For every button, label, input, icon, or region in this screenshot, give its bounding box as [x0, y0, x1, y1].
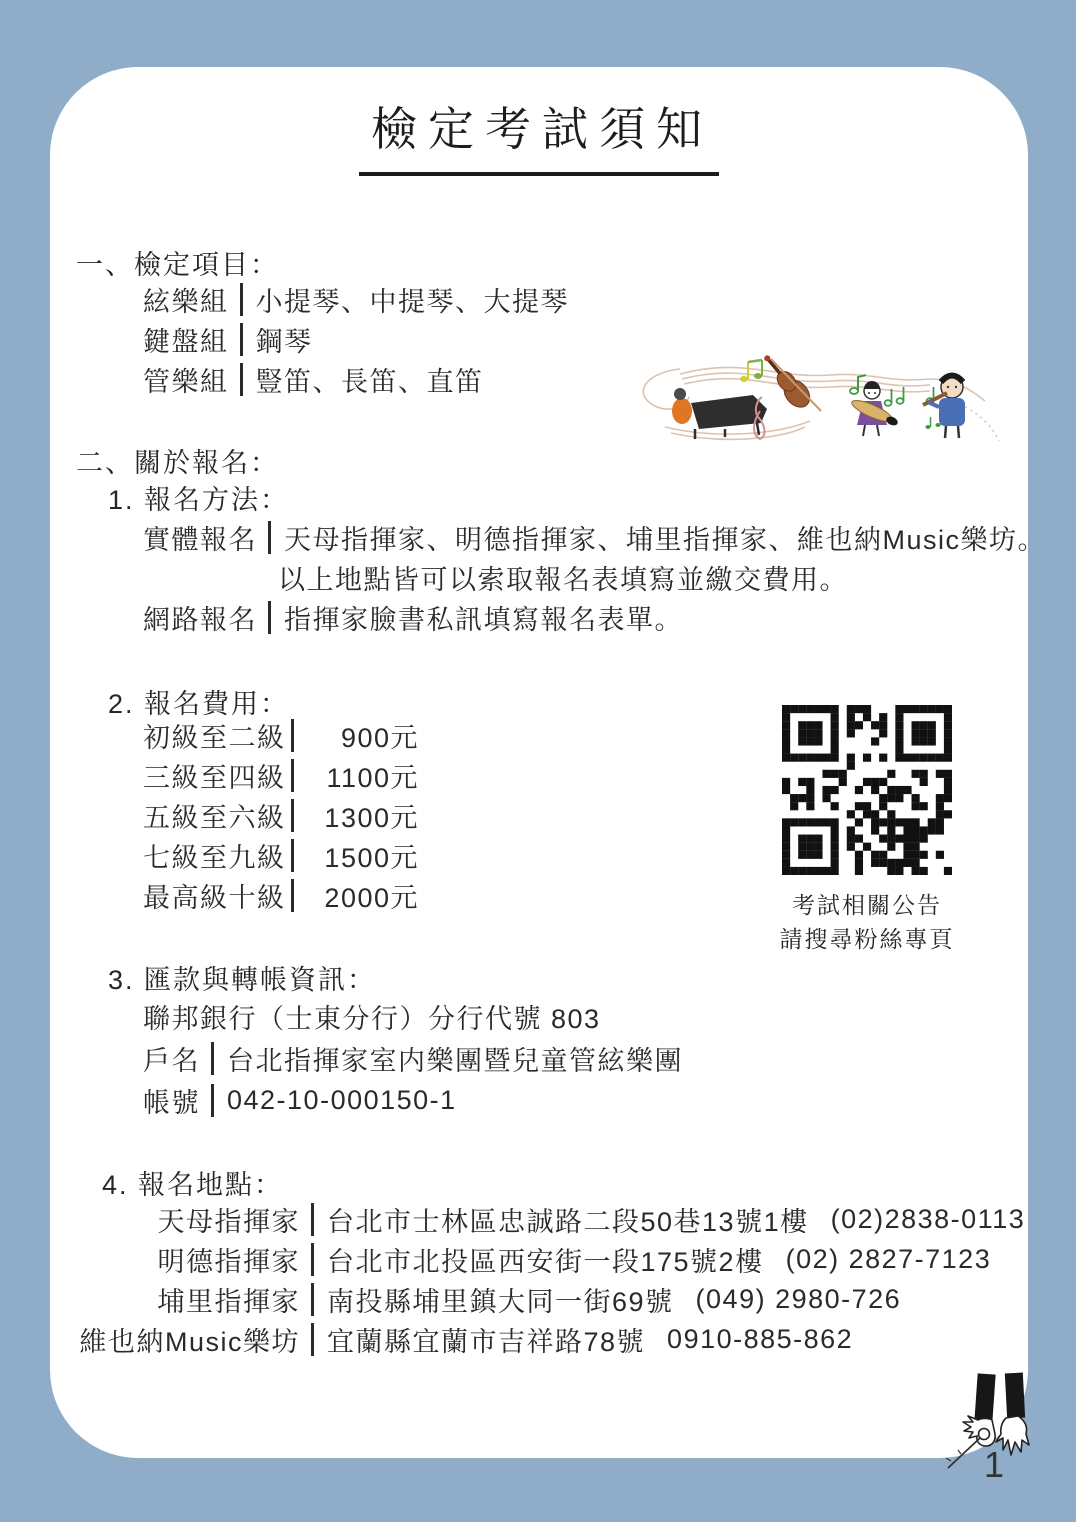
fee-row — [143, 755, 419, 795]
divider-bar — [291, 879, 294, 912]
location-label: 明德指揮家 — [157, 1246, 300, 1277]
exam-item-value: 小提琴、中提琴、大提琴 — [255, 286, 569, 317]
location-phone: (049) 2980-726 — [695, 1283, 902, 1314]
fee-label: 三級至四級 — [143, 762, 286, 793]
fee-value: 1300元 — [324, 802, 419, 833]
divider-bar — [311, 1203, 314, 1236]
location-row — [60, 1319, 1025, 1359]
exam-items-list — [143, 279, 569, 399]
location-row — [60, 1239, 1025, 1279]
divider-bar — [291, 719, 294, 752]
locations-heading: 4. 報名地點： — [102, 1170, 284, 1200]
fee-value: 1100元 — [326, 762, 419, 793]
violin-drawing — [757, 349, 821, 412]
method-row-continuation — [143, 557, 1046, 597]
location-address: 宜蘭縣宜蘭市吉祥路78號 — [327, 1326, 646, 1357]
method-value: 天母指揮家、明德指揮家、埔里指揮家、維也納Music樂坊。 — [284, 524, 1047, 555]
bank-row — [143, 1037, 683, 1079]
qr-caption-line2: 請搜尋粉絲專頁 — [779, 926, 955, 952]
location-row — [60, 1199, 1025, 1239]
title-wrap — [50, 103, 1028, 176]
cello-player-drawing — [672, 388, 692, 424]
qr-caption-line1: 考試相關公告 — [792, 892, 942, 918]
location-label: 埔里指揮家 — [157, 1286, 300, 1317]
bank-heading: 3. 匯款與轉帳資訊： — [108, 965, 377, 995]
exam-item-row — [143, 319, 569, 359]
location-label: 維也納Music樂坊 — [79, 1326, 300, 1357]
qr-code — [782, 705, 952, 875]
location-phone: 0910-885-862 — [667, 1323, 854, 1354]
divider-bar — [291, 839, 294, 872]
method-row — [143, 517, 1046, 557]
divider-bar — [211, 1084, 214, 1117]
bank-row — [143, 1079, 683, 1121]
exam-item-value: 豎笛、長笛、直笛 — [255, 366, 484, 397]
divider-bar — [311, 1283, 314, 1316]
exam-item-label: 鍵盤組 — [143, 326, 229, 357]
divider-bar — [268, 601, 271, 634]
fee-label: 五級至六級 — [143, 802, 286, 833]
location-label: 天母指揮家 — [157, 1206, 300, 1237]
location-phone: (02)2838-0113 — [830, 1203, 1026, 1234]
fees-heading: 2. 報名費用： — [108, 689, 290, 719]
bank-label: 帳號 — [143, 1087, 200, 1118]
method-label: 實體報名 — [143, 524, 257, 555]
fees-list — [143, 715, 419, 915]
section-registration-heading: 二、關於報名： — [76, 448, 279, 478]
bank-branch-text: 聯邦銀行（士東分行）分行代號 803 — [143, 1003, 601, 1034]
method-value: 以上地點皆可以索取報名表填寫並繳交費用。 — [278, 564, 848, 595]
exam-item-label: 絃樂組 — [143, 286, 229, 317]
method-label: 網路報名 — [143, 604, 257, 635]
fee-label: 最高級十級 — [143, 882, 286, 913]
fee-row — [143, 835, 419, 875]
holding-fist — [979, 1429, 990, 1440]
divider-bar — [240, 363, 243, 396]
fee-label: 初級至二級 — [143, 722, 286, 753]
page-number: 1 — [983, 1444, 1005, 1485]
exam-item-row — [143, 279, 569, 319]
music-notes-drawing — [740, 360, 941, 429]
sleeves — [974, 1373, 1025, 1422]
method-list — [143, 517, 1046, 637]
location-row — [60, 1279, 1025, 1319]
locations-list — [60, 1199, 1025, 1359]
divider-bar — [268, 521, 271, 554]
music-kids-illustration — [625, 349, 1005, 451]
notice-card — [50, 67, 1047, 1458]
fee-value: 900元 — [340, 722, 419, 753]
bank-label: 戶名 — [143, 1045, 200, 1076]
fee-value: 2000元 — [324, 882, 419, 913]
fee-value: 1500元 — [324, 842, 419, 873]
divider-bar — [291, 799, 294, 832]
fee-row — [143, 715, 419, 755]
divider-bar — [291, 759, 294, 792]
fee-label: 七級至九級 — [143, 842, 286, 873]
location-phone: (02) 2827-7123 — [785, 1243, 992, 1274]
method-heading: 1. 報名方法： — [108, 485, 290, 515]
bank-value: 042-10-000150-1 — [227, 1084, 457, 1115]
page-title: 檢定考試須知 — [359, 103, 719, 176]
location-address: 台北市北投區西安街一段175號2樓 — [327, 1246, 764, 1277]
exam-item-row — [143, 359, 569, 399]
exam-item-value: 鋼琴 — [255, 326, 313, 357]
bank-value: 台北指揮家室内樂團暨兒童管絃樂團 — [227, 1045, 683, 1076]
location-address: 南投縣埔里鎮大同一街69號 — [327, 1286, 674, 1317]
bank-line — [143, 995, 683, 1037]
method-row — [143, 597, 1046, 637]
divider-bar — [311, 1323, 314, 1356]
divider-bar — [240, 283, 243, 316]
divider-bar — [311, 1243, 314, 1276]
bank-info-list — [143, 995, 683, 1121]
location-address: 台北市士林區忠誠路二段50巷13號1樓 — [327, 1206, 809, 1237]
fee-row — [143, 795, 419, 835]
divider-bar — [240, 323, 243, 356]
method-value: 指揮家臉書私訊填寫報名表單。 — [284, 604, 683, 635]
fee-row — [143, 875, 419, 915]
divider-bar — [211, 1042, 214, 1075]
section-exam-items-heading: 一、檢定項目： — [76, 250, 279, 280]
exam-item-label: 管樂組 — [143, 366, 229, 397]
